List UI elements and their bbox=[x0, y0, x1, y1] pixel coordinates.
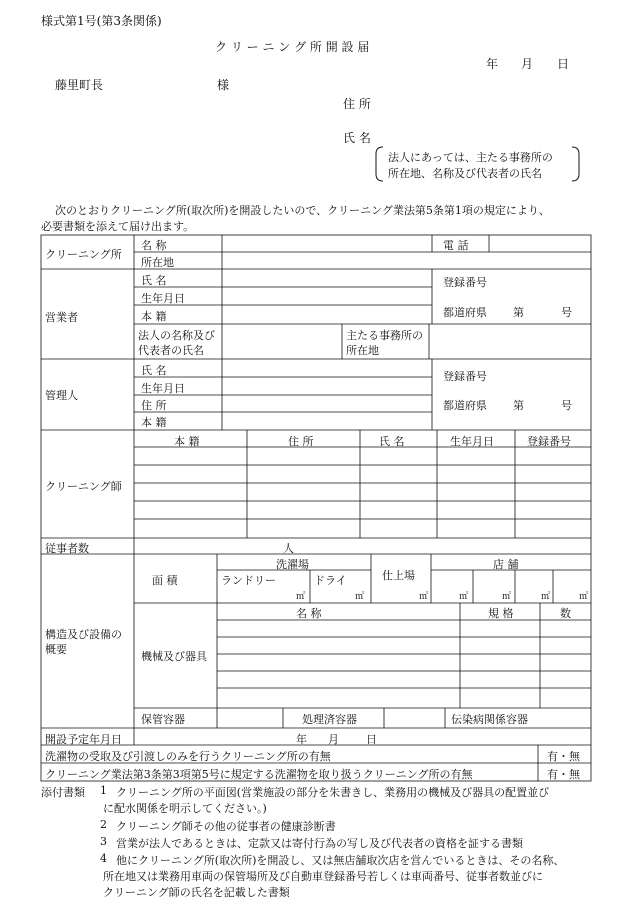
operator-corp-label-2: 代表者の氏名 bbox=[138, 344, 204, 357]
operator-pref-label: 都道府県 bbox=[443, 306, 487, 319]
equipment-label: 機械及び器具 bbox=[141, 650, 207, 663]
question-special-laundry-yesno: 有・無 bbox=[547, 768, 580, 781]
attachment-item-4b: 所在地又は業務用車両の保管場所及び自動車登録番号若しくは車両番号、従事者数並びに bbox=[103, 870, 543, 883]
manager-name-label: 氏 名 bbox=[141, 364, 167, 377]
opening-year-label: 年 bbox=[296, 733, 307, 746]
operator-birthdate-label: 生年月日 bbox=[141, 292, 185, 305]
manager-reg-no-label: 登録番号 bbox=[443, 370, 487, 383]
shop-name-label: 名 称 bbox=[141, 239, 167, 252]
operator-name-label: 氏 名 bbox=[141, 274, 167, 287]
opening-month-label: 月 bbox=[328, 733, 339, 746]
date-day-label: 日 bbox=[557, 57, 570, 71]
operator-reg-no-label: 登録番号 bbox=[443, 276, 487, 289]
staff-persons-unit: 人 bbox=[283, 542, 294, 555]
question-pickup-only: 洗濯物の受取及び引渡しのみを行うクリーニング所の有無 bbox=[45, 750, 331, 763]
shop-phone-label: 電 話 bbox=[443, 239, 469, 252]
operator-office-label-1: 主たる事務所の bbox=[346, 329, 423, 342]
staff-count-label: 従事者数 bbox=[45, 542, 89, 555]
opening-date-label: 開設予定年月日 bbox=[45, 733, 122, 746]
manager-domicile-label: 本 籍 bbox=[141, 416, 167, 429]
equipment-count-header: 数 bbox=[560, 607, 571, 620]
date-month-label: 月 bbox=[521, 57, 534, 71]
manager-section-label: 管理人 bbox=[45, 389, 78, 402]
cleaner-section-label: クリーニング師 bbox=[45, 480, 122, 493]
body-text-line1: 次のとおりクリーニング所(取次所)を開設したいので、クリーニング業法第5条第1項の規定により、 bbox=[55, 204, 550, 217]
cleaner-domicile-header: 本 籍 bbox=[174, 435, 200, 448]
attachment-number-4: 4 bbox=[100, 852, 107, 865]
applicant-address-label: 住 所 bbox=[343, 97, 371, 111]
cleaner-name-header: 氏 名 bbox=[379, 435, 405, 448]
operator-corp-label-1: 法人の名称及び bbox=[138, 329, 215, 342]
attachment-item-2: クリーニング師その他の従事者の健康診断書 bbox=[116, 820, 336, 833]
store-label: 店 舗 bbox=[493, 558, 519, 571]
cleaner-reg-no-header: 登録番号 bbox=[527, 435, 571, 448]
shop-section-label: クリーニング所 bbox=[45, 248, 122, 261]
manager-go-label: 号 bbox=[561, 399, 572, 412]
manager-birthdate-label: 生年月日 bbox=[141, 382, 185, 395]
sqm-laundry: ㎡ bbox=[296, 592, 306, 602]
structure-label-1: 構造及び設備の bbox=[45, 628, 122, 641]
form-title: ク リ ー ニ ン グ 所 開 設 届 bbox=[215, 40, 370, 54]
equipment-spec-header: 規 格 bbox=[488, 607, 514, 620]
washroom-label: 洗濯場 bbox=[276, 558, 309, 571]
sqm-store-1: ㎡ bbox=[459, 592, 469, 602]
structure-label-2: 概要 bbox=[45, 643, 67, 656]
question-pickup-only-yesno: 有・無 bbox=[547, 750, 580, 763]
attachment-item-4c: クリーニング師の氏名を記載した書類 bbox=[103, 886, 290, 899]
operator-dai-label: 第 bbox=[513, 306, 524, 319]
storage-container-label: 保管容器 bbox=[141, 713, 185, 726]
addressee: 藤里町長 bbox=[55, 78, 104, 92]
operator-go-label: 号 bbox=[561, 306, 572, 319]
shop-location-label: 所在地 bbox=[141, 256, 174, 269]
sqm-store-4: ㎡ bbox=[579, 592, 589, 602]
manager-address-label: 住 所 bbox=[141, 399, 167, 412]
question-special-laundry: クリーニング業法第3条第3項第5号に規定する洗濯物を取り扱うクリーニング所の有無 bbox=[45, 768, 473, 781]
attachments-label: 添付書類 bbox=[41, 786, 85, 799]
operator-office-label-2: 所在地 bbox=[346, 344, 379, 357]
attachment-item-1a: クリーニング所の平面図(営業施設の部分を朱書きし、業務用の機械及び器具の配置並び bbox=[116, 786, 550, 799]
infectious-container-label: 伝染病関係容器 bbox=[451, 713, 528, 726]
sqm-store-2: ㎡ bbox=[502, 592, 512, 602]
attachment-item-4a: 他にクリーニング所(取次所)を開設し、又は無店舗取次店を営んでいるときは、その名称、 bbox=[116, 854, 565, 867]
corp-note-line2: 所在地、名称及び代表者の氏名 bbox=[388, 167, 542, 180]
attachment-item-3: 営業が法人であるときは、定款又は寄付行為の写し及び代表者の資格を証する書類 bbox=[116, 837, 523, 850]
opening-day-label: 日 bbox=[366, 733, 377, 746]
form-number: 様式第1号(第3条関係) bbox=[41, 14, 162, 28]
date-year-label: 年 bbox=[486, 57, 499, 71]
laundry-label: ランドリー bbox=[221, 574, 276, 587]
applicant-name-label: 氏 名 bbox=[343, 131, 371, 145]
sqm-dry: ㎡ bbox=[355, 592, 365, 602]
operator-domicile-label: 本 籍 bbox=[141, 310, 167, 323]
attachment-number-2: 2 bbox=[100, 818, 107, 831]
body-text-line2: 必要書類を添えて届け出ます。 bbox=[41, 220, 195, 233]
finishing-label: 仕上場 bbox=[382, 569, 415, 582]
equipment-name-header: 名 称 bbox=[296, 607, 322, 620]
operator-section-label: 営業者 bbox=[45, 311, 78, 324]
processed-container-label: 処理済容器 bbox=[302, 713, 357, 726]
manager-pref-label: 都道府県 bbox=[443, 399, 487, 412]
honorific: 様 bbox=[217, 78, 230, 92]
cleaner-address-header: 住 所 bbox=[288, 435, 314, 448]
dry-label: ドライ bbox=[314, 574, 347, 587]
area-label: 面 積 bbox=[152, 574, 178, 587]
corp-note-line1: 法人にあっては、主たる事務所の bbox=[388, 151, 553, 164]
sqm-finishing: ㎡ bbox=[419, 592, 429, 602]
sqm-store-3: ㎡ bbox=[541, 592, 551, 602]
cleaner-birthdate-header: 生年月日 bbox=[450, 435, 494, 448]
attachment-number-1: 1 bbox=[100, 784, 107, 797]
attachment-number-3: 3 bbox=[100, 835, 107, 848]
manager-dai-label: 第 bbox=[513, 399, 524, 412]
attachment-item-1b: に配水関係を明示してください。) bbox=[103, 802, 267, 815]
